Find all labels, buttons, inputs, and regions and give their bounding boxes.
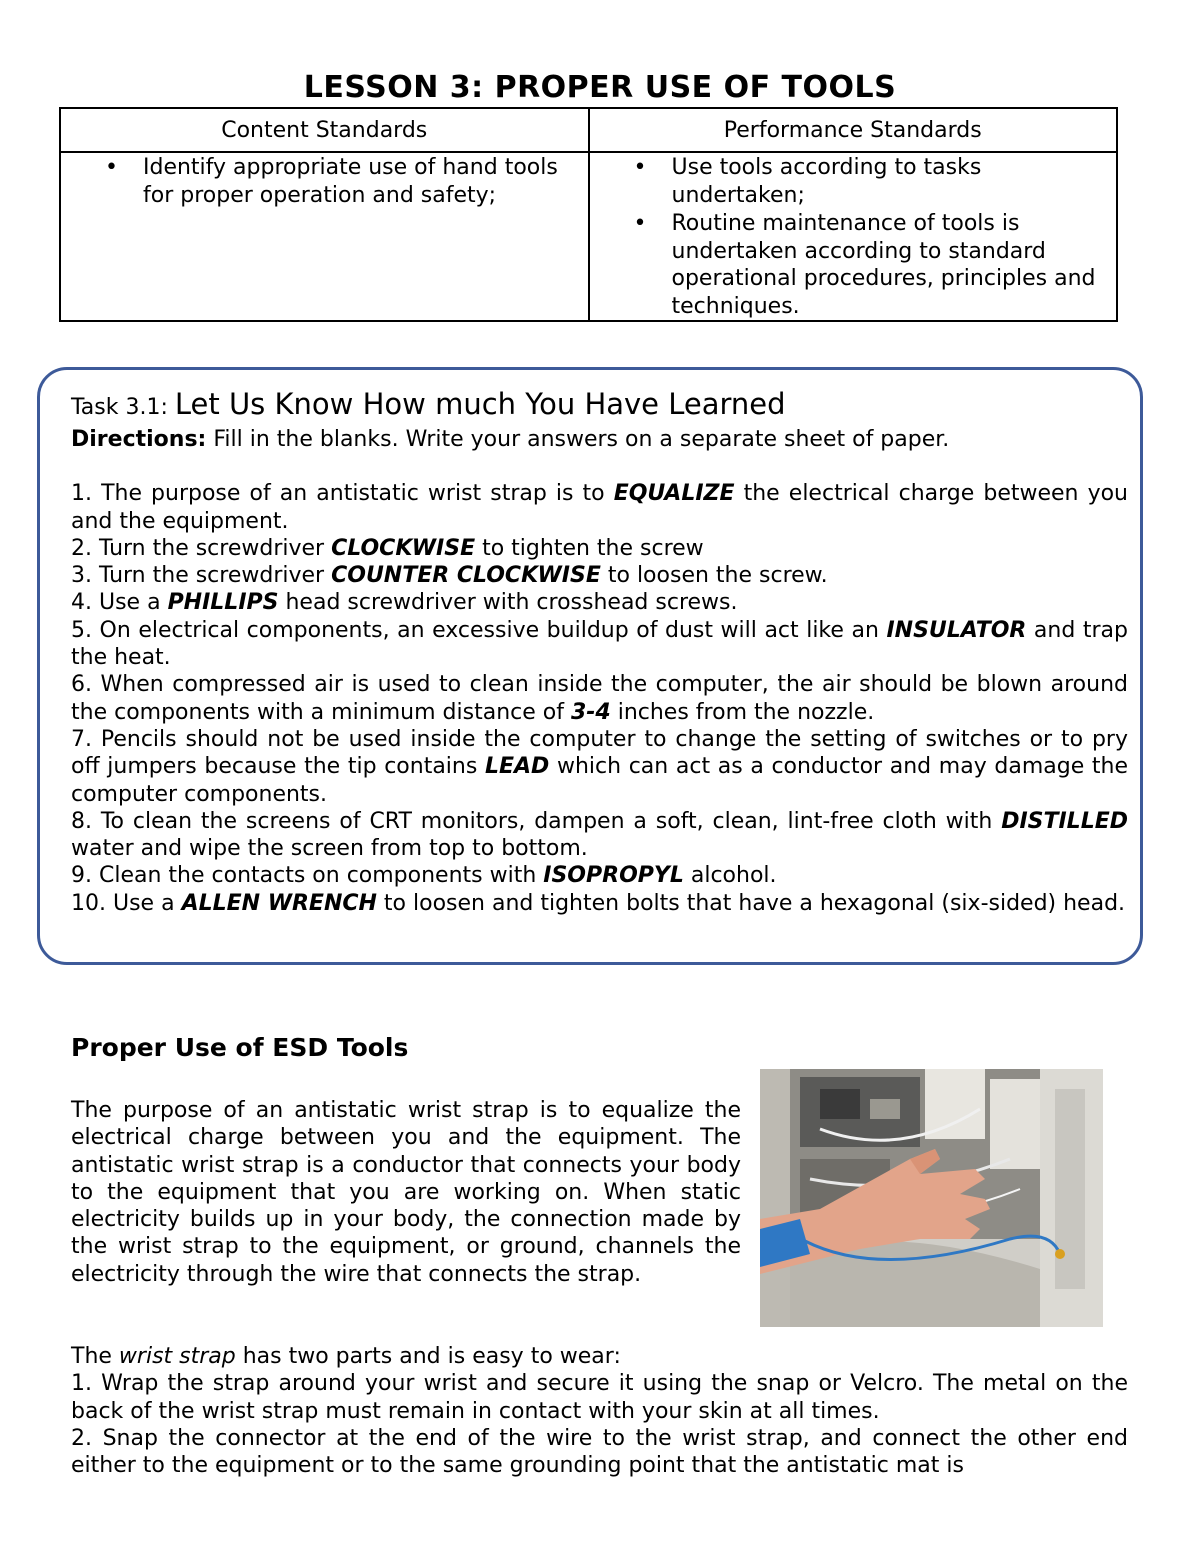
answer: EQUALIZE	[613, 481, 735, 507]
answer: 3-4	[570, 699, 611, 725]
wrist-strap-photo	[760, 1069, 1103, 1327]
task-item: 8. To clean the screens of CRT monitors, dampen a soft, clean, lint-free cloth with DISTILLED water and wipe the screen from top to bottom.	[71, 808, 1128, 862]
instruction-step: 2. Snap the connector at the end of the wire to the wrist strap, and connect the other end either to the equipment or to the same grounding point that the antistatic mat is	[71, 1425, 1128, 1479]
directions-label: Directions:	[71, 427, 207, 452]
content-standards-header: Content Standards	[60, 108, 589, 152]
task-item: 4. Use a PHILLIPS head screwdriver with crosshead screws.	[71, 590, 738, 616]
answer: LEAD	[484, 754, 550, 780]
answer: ALLEN WRENCH	[181, 890, 377, 916]
wrist-strap-intro: The wrist strap has two parts and is easy to wear:	[71, 1344, 621, 1369]
instruction-step: 1. Wrap the strap around your wrist and secure it using the snap or Velcro. The metal on the back of the wrist strap must remain in contact with your skin at all times.	[71, 1371, 1128, 1424]
task-directions	[71, 426, 1128, 453]
performance-standard-item: • Use tools according to tasks undertaken;	[590, 154, 1117, 209]
wrist-strap-instructions	[71, 1343, 1128, 1479]
task-item: 10. Use a ALLEN WRENCH to loosen and tighten bolts that have a hexagonal (six-sided) head.	[71, 890, 1126, 916]
task-item: 1. The purpose of an antistatic wrist strap is to EQUALIZE the electrical charge between you and the equipment.	[71, 481, 1128, 534]
content-standards-cell	[60, 152, 589, 321]
answer: DISTILLED	[1001, 808, 1128, 834]
performance-standards-cell	[589, 152, 1118, 321]
task-item: 2. Turn the screwdriver CLOCKWISE to tighten the screw	[71, 535, 704, 561]
task-item: 5. On electrical components, an excessive buildup of dust will act like an INSULATOR and trap the heat.	[71, 617, 1128, 671]
answer: CLOCKWISE	[331, 535, 476, 561]
content-standard-item: • Identify appropriate use of hand tools for proper operation and safety;	[61, 154, 588, 209]
esd-paragraph: The purpose of an antistatic wrist strap is to equalize the electrical charge between you and the equipment. The antistatic wrist strap is a conductor that connects your body to the equipment that you are working on. When static electricity builds up in your body, the connection made by the wrist strap to the equipment, or ground, channels the electricity through the wire that connects the strap.	[71, 1098, 741, 1287]
answer: PHILLIPS	[167, 590, 279, 616]
task-item: 6. When compressed air is used to clean inside the computer, the air should be blown around the components with a minimum distance of 3-4 inches from the nozzle.	[71, 672, 1128, 725]
performance-standards-header: Performance Standards	[589, 108, 1118, 152]
esd-section-heading: Proper Use of ESD Tools	[71, 1033, 409, 1062]
standards-table	[59, 107, 1118, 322]
task-title	[71, 386, 1128, 426]
spacer	[71, 453, 1128, 480]
answer: INSULATOR	[886, 617, 1027, 643]
page-title: LESSON 3: PROPER USE OF TOOLS	[303, 70, 897, 105]
answer: ISOPROPYL	[543, 863, 684, 889]
answer: COUNTER CLOCKWISE	[331, 563, 601, 589]
wrist-strap-term: wrist strap	[118, 1344, 236, 1369]
task-item: 7. Pencils should not be used inside the computer to change the setting of switches or to pry off jumpers because the tip contains LEAD which can act as a conductor and may damage the computer components.	[71, 726, 1128, 807]
task-item: 9. Clean the contacts on components with ISOPROPYL alcohol.	[71, 863, 777, 889]
directions-text: Fill in the blanks. Write your answers on a separate sheet of paper.	[213, 427, 950, 452]
task-label: Task 3.1:	[71, 395, 168, 420]
performance-standard-item: • Routine maintenance of tools is undertaken according to standard operational procedures, principles and techniques.	[590, 210, 1117, 320]
task-heading: Let Us Know How much You Have Learned	[174, 387, 786, 421]
task-content	[71, 386, 1128, 917]
task-item: 3. Turn the screwdriver COUNTER CLOCKWISE to loosen the screw.	[71, 563, 828, 589]
